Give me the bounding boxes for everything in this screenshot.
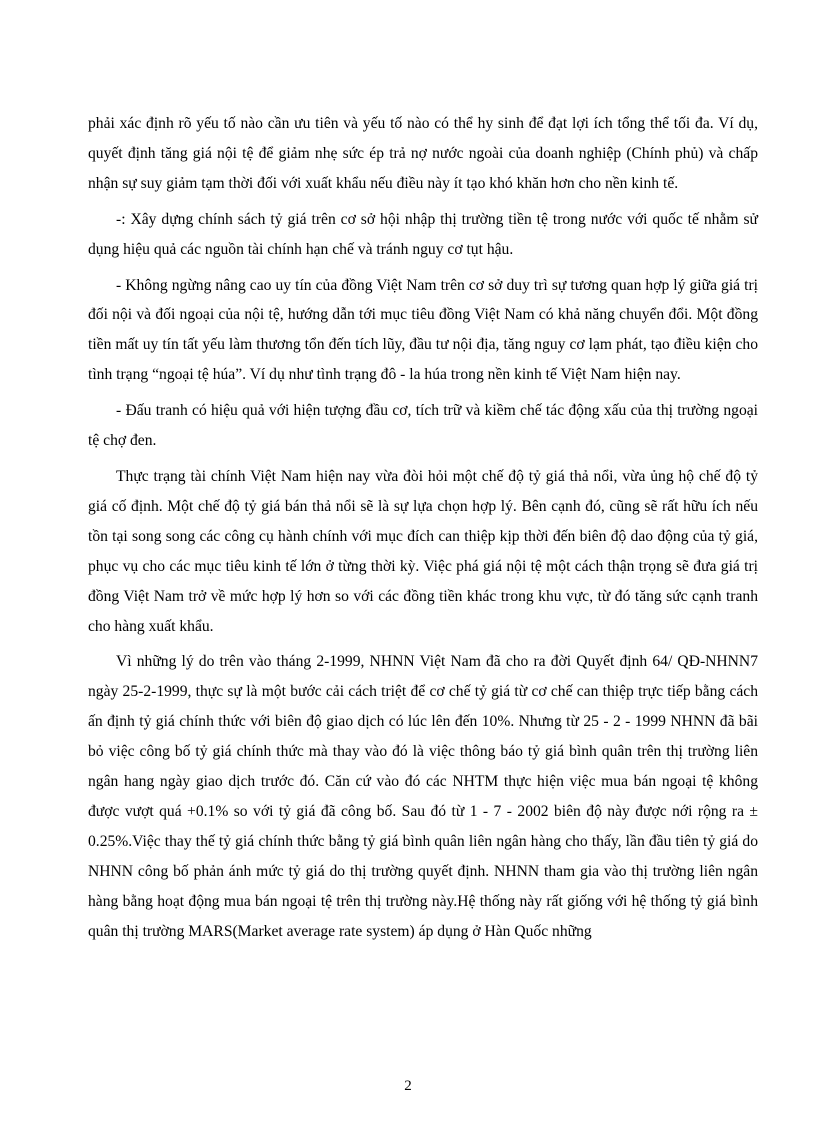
- paragraph-integration-policy: -: Xây dựng chính sách tỷ giá trên cơ sở hội nhập thị trường tiền tệ trong nước với quốc tế nhằm sử dụng hiệu quả các nguồn tài chính hạn chế và tránh nguy cơ tụt hậu.: [88, 210, 758, 258]
- paragraph-black-market: - Đấu tranh có hiệu quả với hiện tượng đầu cơ, tích trữ và kiềm chế tác động xấu của thị trường ngoại tệ chợ đen.: [88, 402, 758, 450]
- page-number: 2: [404, 1078, 412, 1094]
- paragraph-continued-priorities: phải xác định rõ yếu tố nào cần ưu tiên và yếu tố nào có thể hy sinh để đạt lợi ích tổng thể tối đa. Ví dụ, quyết định tăng giá nội tệ để giảm nhẹ sức ép trả nợ nước ngoài của doanh nghiệp (Chính phủ) và chấp nhận sự suy giảm tạm thời đối với xuất khẩu nếu điều này ít tạo khó khăn hơn cho nền kinh tế.: [88, 115, 758, 192]
- paragraph-financial-situation: Thực trạng tài chính Việt Nam hiện nay vừa đòi hỏi một chế độ tỷ giá thả nổi, vừa ủng hộ chế độ tỷ giá cố định. Một chế độ tỷ giá bán thả nổi sẽ là sự lựa chọn hợp lý. Bên cạnh đó, cũng sẽ rất hữu ích nếu tồn tại song song các công cụ hành chính với mục đích can thiệp kịp thời đến biên độ dao động của tỷ giá, phục vụ cho các mục tiêu kinh tế lớn ở từng thời kỳ. Việc phá giá nội tệ một cách thận trọng sẽ đưa giá trị đồng Việt Nam trở về mức hợp lý hơn so với các đồng tiền khác trong khu vực, từ đó tăng sức cạnh tranh cho hàng xuất khẩu.: [88, 467, 758, 635]
- paragraph-currency-credibility: - Không ngừng nâng cao uy tín của đồng Việt Nam trên cơ sở duy trì sự tương quan hợp lý giữa giá trị đối nội và đối ngoại của nội tệ, hướng dẫn tới mục tiêu đồng Việt Nam có khả năng chuyển đổi. Một đồng tiền mất uy tín tất yếu làm thương tổn đến tích lũy, đầu tư nội địa, tăng nguy cơ lạm phát, tạo điều kiện cho tình trạng “ngoại tệ húa”. Ví dụ như tình trạng đô - la húa trong nền kinh tế Việt Nam hiện nay.: [88, 276, 758, 384]
- paragraph-decision-64: Vì những lý do trên vào tháng 2-1999, NHNN Việt Nam đã cho ra đời Quyết định 64/ QĐ-NHNN7 ngày 25-2-1999, thực sự là một bước cải cách triệt để cơ chế tỷ giá từ cơ chế can thiệp trực tiếp bằng cách ấn định tỷ giá chính thức với biên độ giao dịch có lúc lên đến 10%. Nhưng từ 25 - 2 - 1999 NHNN đã bãi bỏ việc công bố tỷ giá chính thức mà thay vào đó là việc thông báo tỷ giá bình quân trên thị trường liên ngân hang ngày giao dịch trước đó. Căn cứ vào đó các NHTM thực hiện việc mua bán ngoại tệ không được vượt quá +0.1% so với tỷ giá đã công bố. Sau đó từ 1 - 7 - 2002 biên độ này được nới rộng ra ± 0.25%.Việc thay thế tỷ giá chính thức bằng tỷ giá bình quân liên ngân hàng cho thấy, lần đầu tiên tỷ giá do NHNN công bố phản ánh mức tỷ giá do thị trường quyết định. NHNN tham gia vào thị trường liên ngân hàng bằng hoạt động mua bán ngoại tệ trên thị trường này.Hệ thống này rất giống với hệ thống tỷ giá bình quân thị trường MARS(Market average rate system) áp dụng ở Hàn Quốc những: [88, 653, 758, 940]
- body-text: [88, 109, 758, 946]
